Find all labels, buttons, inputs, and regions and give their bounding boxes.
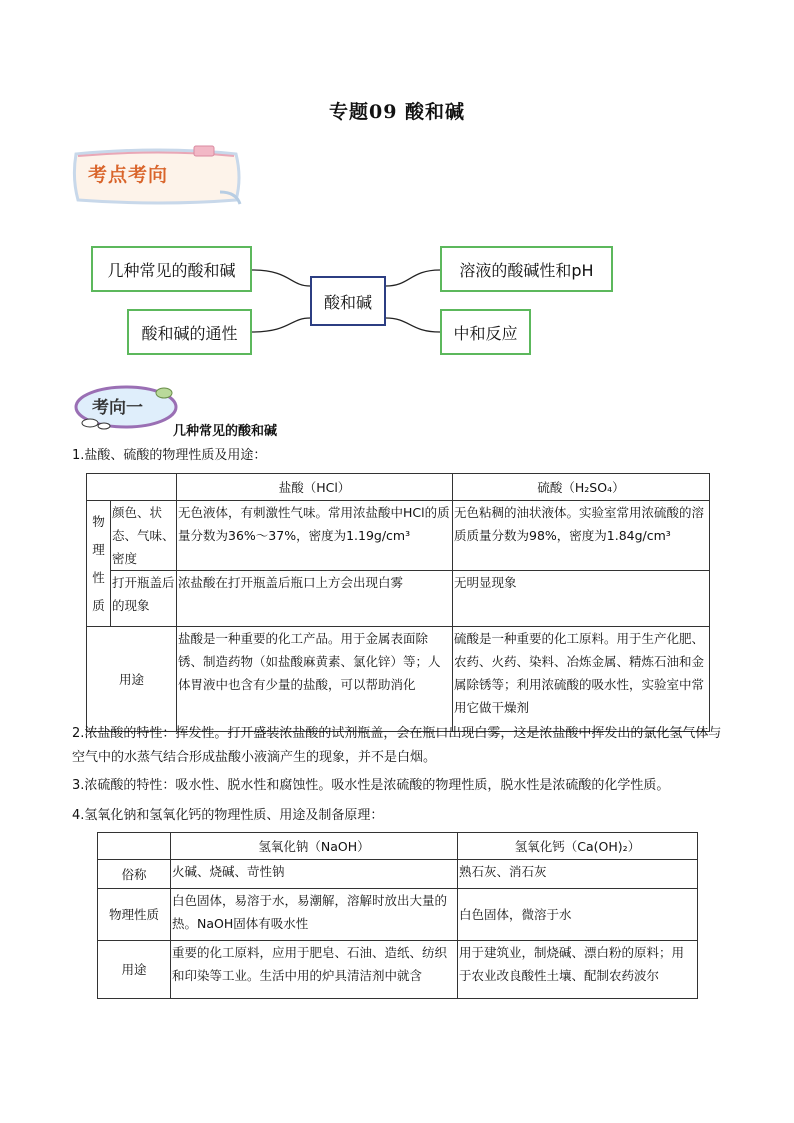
row-label-uses: 用途 xyxy=(87,627,177,732)
mindmap-node-ph: 溶液的酸碱性和pH xyxy=(440,246,613,292)
header-caoh2: 氢氧化钙（Ca(OH)₂） xyxy=(458,833,698,860)
hcl-open-cap: 浓盐酸在打开瓶盖后瓶口上方会出现白雾 xyxy=(177,571,453,627)
mindmap-connectors xyxy=(0,0,794,400)
bases-table xyxy=(97,832,698,999)
caoh2-physical: 白色固体，微溶于水 xyxy=(458,889,698,941)
naoh-physical: 白色固体，易溶于水，易潮解，溶解时放出大量的热。NaOH固体有吸水性 xyxy=(171,889,458,941)
row-label-color-state: 颜色、状态、气味、密度 xyxy=(111,501,177,571)
acids-table xyxy=(86,473,710,732)
hcl-physical: 无色液体，有刺激性气味。常用浓盐酸中HCl的质量分数为36%～37%，密度为1.19g/cm³ xyxy=(177,501,453,571)
banner-label: 考点考向 xyxy=(88,164,169,186)
row-label-physical: 物理性质 xyxy=(98,889,171,941)
mindmap-center-node: 酸和碱 xyxy=(310,276,386,326)
physical-properties-label: 物 理 性 质 xyxy=(87,501,111,627)
header-h2so4: 硫酸（H₂SO₄） xyxy=(453,474,710,501)
h2so4-uses: 硫酸是一种重要的化工原料。用于生产化肥、农药、火药、染料、冶炼金属、精炼石油和金属除锈等；利用浓硫酸的吸水性，实验室中常用它做干燥剂 xyxy=(453,627,710,732)
paragraph-2: 2.浓盐酸的特性：挥发性。打开盛装浓盐酸的试剂瓶盖，会在瓶口出现白雾，这是浓盐酸中挥发出的氯化氢气体与空气中的水蒸气结合形成盐酸小液滴产生的现象，并不是白烟。 xyxy=(72,726,722,765)
paragraph-4: 4.氢氧化钠和氢氧化钙的物理性质、用途及制备原理： xyxy=(72,808,384,823)
caoh2-common-name: 熟石灰、消石灰 xyxy=(458,860,698,889)
mindmap-node-neutralization: 中和反应 xyxy=(440,309,531,355)
header-naoh: 氢氧化钠（NaOH） xyxy=(171,833,458,860)
h2so4-open-cap: 无明显现象 xyxy=(453,571,710,627)
naoh-uses: 重要的化工原料，应用于肥皂、石油、造纸、纺织和印染等工业。生活中用的炉具清洁剂中就含 xyxy=(171,941,458,999)
hcl-uses: 盐酸是一种重要的化工产品。用于金属表面除锈、制造药物（如盐酸麻黄素、氯化锌）等；人体胃液中也含有少量的盐酸，可以帮助消化 xyxy=(177,627,453,732)
section-badge-label: 考向一 xyxy=(92,398,143,418)
section-title: 几种常见的酸和碱 xyxy=(173,424,278,439)
paragraph-3: 3.浓硫酸的特性：吸水性、脱水性和腐蚀性。吸水性是浓硫酸的物理性质，脱水性是浓硫酸的化学性质。 xyxy=(72,778,670,793)
naoh-common-name: 火碱、烧碱、苛性钠 xyxy=(171,860,458,889)
row-label-common-name: 俗称 xyxy=(98,860,171,889)
header-hcl: 盐酸（HCl） xyxy=(177,474,453,501)
caoh2-uses: 用于建筑业，制烧碱、漂白粉的原料；用于农业改良酸性土壤、配制农药波尔 xyxy=(458,941,698,999)
mindmap-node-general-properties: 酸和碱的通性 xyxy=(127,309,252,355)
row-label-uses-2: 用途 xyxy=(98,941,171,999)
mindmap-node-common-acids-bases: 几种常见的酸和碱 xyxy=(91,246,252,292)
page-title: 专题09 酸和碱 xyxy=(328,101,466,123)
row-label-open-cap: 打开瓶盖后的现象 xyxy=(111,571,177,627)
paragraph-1: 1.盐酸、硫酸的物理性质及用途： xyxy=(72,448,267,463)
h2so4-physical: 无色粘稠的油状液体。实验室常用浓硫酸的溶质质量分数为98%，密度为1.84g/cm³ xyxy=(453,501,710,571)
